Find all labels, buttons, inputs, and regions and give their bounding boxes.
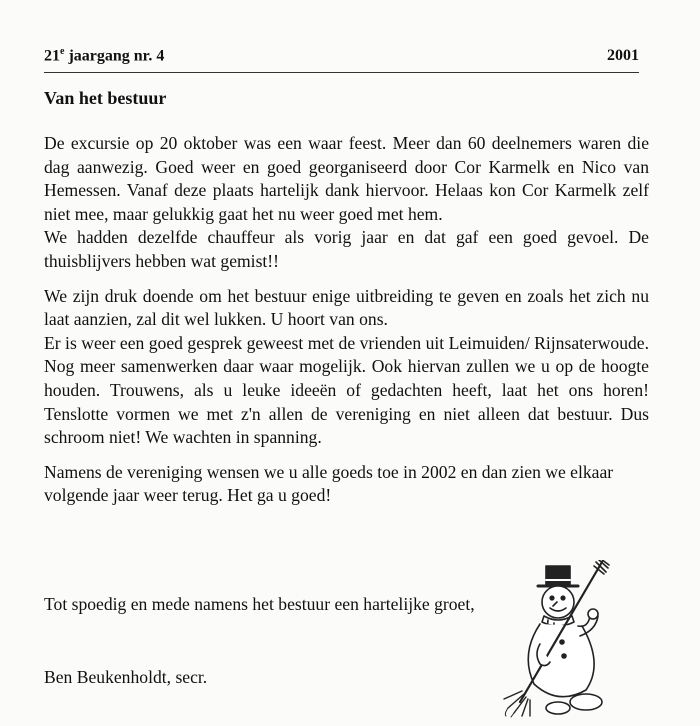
paragraph: Namens de vereniging wensen we u alle goeds toe in 2002 en dan zien we elkaar volgende jaar weer terug. Het ga u goed!	[44, 461, 614, 506]
paragraph: We hadden dezelfde chauffeur als vorig jaar en dat gaf een goed gevoel. De thuisblijvers hebben wat gemist!!	[44, 227, 649, 271]
paragraph: Er is weer een goed gesprek geweest met de vrienden uit Leimuiden/ Rijnsaterwoude. Nog meer samenwerken daar waar mogelijk. Ook hiervan zullen we u op de hoogte houden. Trouwens, als u leuke ideeën of gedachten heeft, laat het ons horen! Tenslotte vormen we met z'n allen de vereniging en niet alleen dat bestuur. Dus schroom niet! We wachten in spanning.	[44, 332, 649, 448]
article-title: Van het bestuur	[44, 88, 167, 108]
snowman-with-broom-icon	[500, 560, 620, 718]
header-rule	[44, 72, 639, 73]
signature: Ben Beukenholdt, secr.	[44, 667, 208, 687]
closing-greeting: Tot spoedig en mede namens het bestuur een hartelijke groet,	[44, 594, 475, 614]
issue-year: 2001	[607, 47, 639, 65]
article-body	[44, 132, 649, 508]
paragraph: We zijn druk doende om het bestuur enige uitbreiding te geven en zoals het zich nu laat aanzien, zal dit wel lukken. U hoort van ons.	[44, 285, 649, 330]
paragraph: De excursie op 20 oktober was een waar feest. Meer dan 60 deelnemers waren die dag aanwezig. Goed weer en goed georganiseerd door Cor Karmelk en Nico van Hemessen. Vanaf deze plaats hartelijk dank hiervoor. Helaas kon Cor Karmelk zelf niet mee, maar gelukkig gaat het nu weer goed met hem.	[44, 133, 649, 224]
page-header	[44, 46, 639, 65]
issue-label: 21e jaargang nr. 4	[44, 46, 165, 65]
